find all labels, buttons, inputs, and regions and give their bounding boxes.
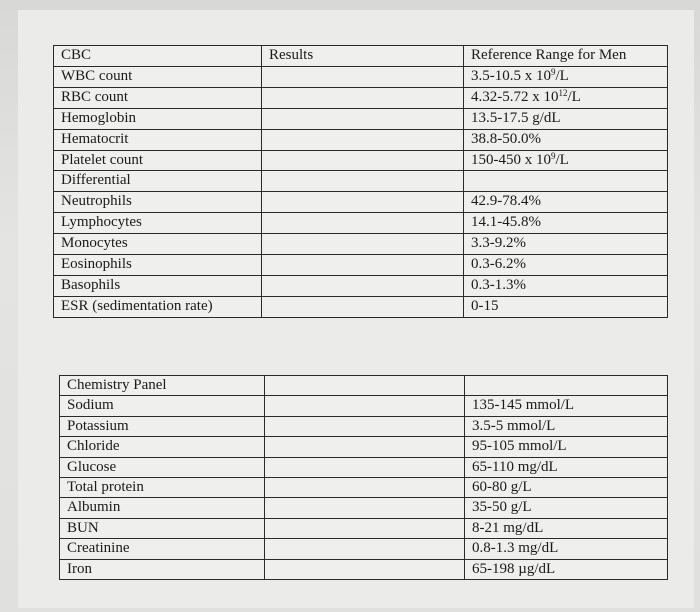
- result-cell: [265, 437, 465, 457]
- chem-header-label: Chemistry Panel: [60, 376, 265, 396]
- result-cell: [262, 108, 464, 129]
- chem-header-row: [60, 376, 668, 396]
- test-name: Iron: [60, 559, 265, 579]
- table-row: [54, 108, 668, 129]
- result-cell: [262, 129, 464, 150]
- reference-range: [464, 129, 668, 150]
- result-cell: [262, 87, 464, 108]
- table-row: [54, 275, 668, 296]
- reference-value: 3.3-9.2%: [471, 235, 526, 252]
- reference-range: 135-145 mmol/L: [465, 396, 668, 416]
- reference-range: 65-198 µg/dL: [465, 559, 668, 579]
- test-name: Albumin: [60, 498, 265, 518]
- test-name: Basophils: [54, 275, 262, 296]
- reference-unit: /L: [555, 67, 569, 84]
- reference-value: 4.32-5.72 x 10: [471, 88, 559, 105]
- chemistry-table: [59, 375, 668, 580]
- reference-value: 42.9-78.4%: [471, 193, 541, 210]
- reference-range: [464, 275, 668, 296]
- test-name: Creatinine: [60, 539, 265, 559]
- reference-value: 0.3-1.3%: [471, 276, 526, 293]
- result-cell: [262, 192, 464, 213]
- result-cell: [265, 457, 465, 477]
- table-row: [54, 129, 668, 150]
- table-row: [54, 213, 668, 234]
- reference-range: [464, 213, 668, 234]
- result-cell: [265, 478, 465, 498]
- table-row: [60, 457, 668, 477]
- table-row: [60, 478, 668, 498]
- cbc-header-results: Results: [262, 46, 464, 67]
- reference-range: [464, 296, 668, 317]
- test-name: BUN: [60, 518, 265, 538]
- result-cell: [262, 66, 464, 87]
- reference-range: 3.5-5 mmol/L: [465, 416, 668, 436]
- result-cell: [265, 416, 465, 436]
- cbc-header-row: [54, 46, 668, 67]
- test-name: Neutrophils: [54, 192, 262, 213]
- result-cell: [265, 518, 465, 538]
- test-name: Total protein: [60, 478, 265, 498]
- reference-range: 60-80 g/L: [465, 478, 668, 498]
- table-row: [60, 539, 668, 559]
- table-row: [60, 437, 668, 457]
- reference-range: 65-110 mg/dL: [465, 457, 668, 477]
- result-cell: [265, 539, 465, 559]
- result-cell: [262, 296, 464, 317]
- test-name: Monocytes: [54, 234, 262, 255]
- result-cell: [265, 559, 465, 579]
- reference-unit: /L: [567, 88, 581, 105]
- test-name: Glucose: [60, 457, 265, 477]
- reference-exponent: 9: [551, 150, 556, 161]
- chem-header-results: [265, 376, 465, 396]
- reference-exponent: 12: [558, 87, 568, 98]
- result-cell: [262, 234, 464, 255]
- reference-range: [464, 192, 668, 213]
- test-name: Potassium: [60, 416, 265, 436]
- table-row: [54, 66, 668, 87]
- reference-range: [464, 234, 668, 255]
- reference-value: 0.3-6.2%: [471, 256, 526, 273]
- reference-range: 35-50 g/L: [465, 498, 668, 518]
- reference-value: 0-15: [471, 297, 499, 314]
- reference-exponent: 9: [551, 66, 556, 77]
- table-row: [54, 192, 668, 213]
- result-cell: [262, 171, 464, 192]
- table-row: [60, 396, 668, 416]
- reference-value: 150-450 x 10: [471, 151, 551, 168]
- test-name: Differential: [54, 171, 262, 192]
- result-cell: [262, 213, 464, 234]
- reference-range: [464, 150, 668, 171]
- test-name: RBC count: [54, 87, 262, 108]
- reference-range: 95-105 mmol/L: [465, 437, 668, 457]
- reference-unit: /L: [555, 151, 569, 168]
- cbc-table: [53, 45, 668, 318]
- reference-range: [464, 255, 668, 276]
- result-cell: [265, 498, 465, 518]
- table-row: [54, 234, 668, 255]
- table-row: [54, 87, 668, 108]
- reference-value: 13.5-17.5 g/dL: [471, 109, 561, 126]
- reference-range: 0.8-1.3 mg/dL: [465, 539, 668, 559]
- result-cell: [262, 255, 464, 276]
- test-name: Chloride: [60, 437, 265, 457]
- reference-range: [464, 66, 668, 87]
- reference-value: 14.1-45.8%: [471, 214, 541, 231]
- test-name: Hemoglobin: [54, 108, 262, 129]
- table-row: [54, 296, 668, 317]
- reference-range: [464, 171, 668, 192]
- table-row: [54, 255, 668, 276]
- reference-range: [464, 87, 668, 108]
- test-name: Sodium: [60, 396, 265, 416]
- cbc-header-label: CBC: [54, 46, 262, 67]
- test-name: WBC count: [54, 66, 262, 87]
- reference-value: 3.5-10.5 x 10: [471, 67, 551, 84]
- table-row: [60, 559, 668, 579]
- test-name: Eosinophils: [54, 255, 262, 276]
- test-name: ESR (sedimentation rate): [54, 296, 262, 317]
- reference-range: 8-21 mg/dL: [465, 518, 668, 538]
- reference-range: [464, 108, 668, 129]
- table-row: [60, 518, 668, 538]
- test-name: Lymphocytes: [54, 213, 262, 234]
- cbc-header-reference: Reference Range for Men: [464, 46, 668, 67]
- table-row: [54, 171, 668, 192]
- table-row: [60, 416, 668, 436]
- table-row: [60, 498, 668, 518]
- test-name: Platelet count: [54, 150, 262, 171]
- chem-header-reference: [465, 376, 668, 396]
- result-cell: [265, 396, 465, 416]
- result-cell: [262, 150, 464, 171]
- test-name: Hematocrit: [54, 129, 262, 150]
- reference-value: 38.8-50.0%: [471, 130, 541, 147]
- table-row: [54, 150, 668, 171]
- result-cell: [262, 275, 464, 296]
